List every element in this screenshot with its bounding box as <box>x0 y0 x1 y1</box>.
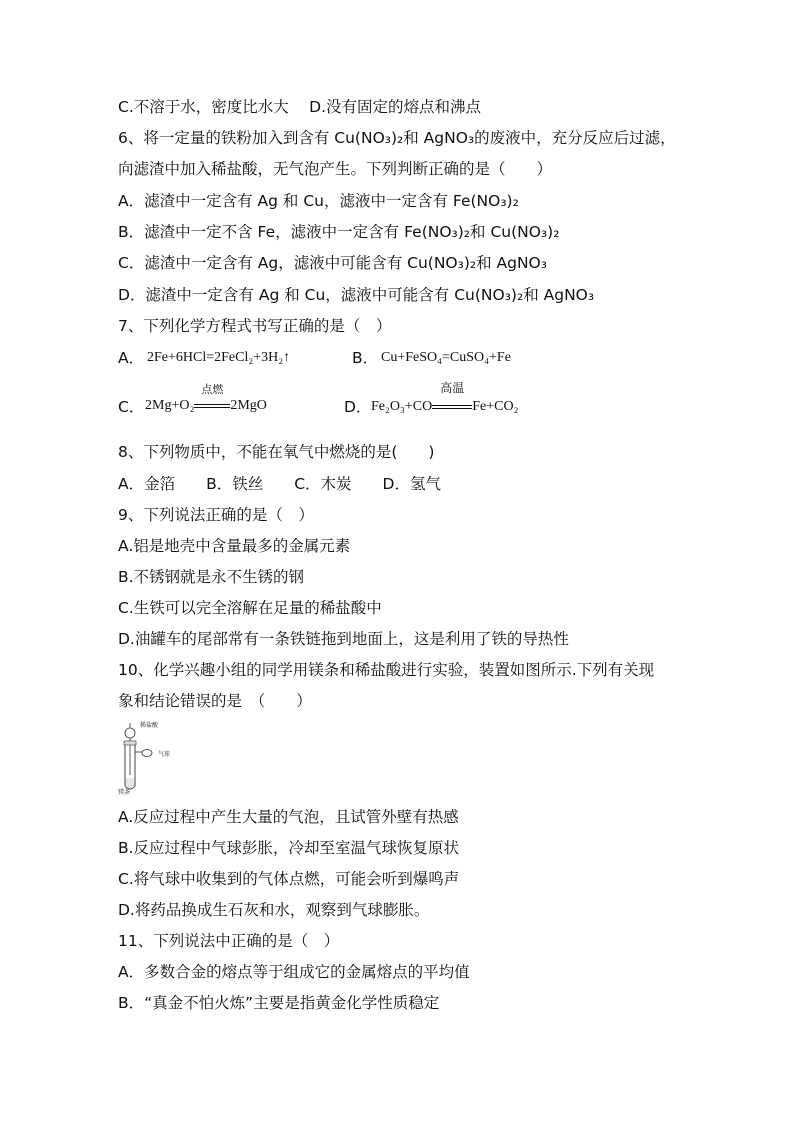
q7-d-condition-text: 高温 <box>440 381 465 395</box>
q6-stem-line1: 6、将一定量的铁粉加入到含有 Cu(NO₃)₂和 AgNO₃的废液中，充分反应后过滤， <box>118 129 676 147</box>
q8-options: A．金箔 B．铁丝 C．木炭 D．氢气 <box>118 475 441 493</box>
q9-stem: 9、下列说法正确的是（ ） <box>118 506 314 524</box>
q9-option-c: C.生铁可以完全溶解在足量的稀盐酸中 <box>118 599 382 617</box>
q7-c-products: 2MgO <box>230 398 267 413</box>
q6-option-b: B．滤渣中一定不含 Fe，滤液中一定含有 Fe(NO₃)₂和 Cu(NO₃)₂ <box>118 223 560 241</box>
q10-stem-line1: 10、化学兴趣小组的同学用镁条和稀盐酸进行实验，装置如图所示.下列有关现 <box>118 661 655 679</box>
funnel-bulb <box>125 728 135 738</box>
q7-d-condition <box>432 381 472 417</box>
label-mg-strip: 镁条 <box>118 789 131 795</box>
q7-c-condition <box>194 383 230 416</box>
q5-options-cd: C.不溶于水，密度比水大 D.没有固定的熔点和沸点 <box>118 98 482 116</box>
label-balloon: 气球 <box>158 751 171 758</box>
q7-option-c-equation <box>145 383 267 416</box>
balloon <box>142 750 152 757</box>
q7-d-double-line <box>432 405 472 409</box>
test-tube-apparatus-figure <box>118 720 188 795</box>
q6-option-c: C．滤渣中一定含有 Ag，滤液中可能含有 Cu(NO₃)₂和 AgNO₃ <box>118 254 547 272</box>
q9-option-a: A.铝是地壳中含量最多的金属元素 <box>118 537 351 555</box>
q7-d-products: Fe+CO₂ <box>472 399 519 414</box>
q11-stem: 11、下列说法中正确的是（ ） <box>118 932 340 950</box>
q6-option-a: A．滤渣中一定含有 Ag 和 Cu，滤液中一定含有 Fe(NO₃)₂ <box>118 192 519 210</box>
q7-option-c-label: C． <box>118 398 145 416</box>
q7-c-double-line <box>194 404 230 408</box>
q10-option-d: D.将药品换成生石灰和水，观察到气球膨胀。 <box>118 901 430 919</box>
q9-option-d: D.油罐车的尾部常有一条铁链拖到地面上，这是利用了铁的导热性 <box>118 630 569 648</box>
q7-option-d-equation <box>371 381 519 417</box>
q7-c-reactants: 2Mg+O₂ <box>145 398 195 413</box>
q7-d-reactants: Fe₂O₃+CO <box>371 399 433 414</box>
q6-stem-line2: 向滤渣中加入稀盐酸，无气泡产生。下列判断正确的是（ ） <box>118 160 553 178</box>
q9-option-b: B.不锈钢就是永不生锈的钢 <box>118 568 305 586</box>
q10-option-c: C.将气球中收集到的气体点燃，可能会听到爆鸣声 <box>118 870 460 888</box>
q8-stem: 8、下列物质中，不能在氧气中燃烧的是( ) <box>118 443 435 461</box>
label-dilute-hcl: 稀盐酸 <box>140 722 159 729</box>
liquid <box>126 778 135 789</box>
q7-option-d-label: D． <box>344 398 372 416</box>
q11-option-b: B．“真金不怕火炼”主要是指黄金化学性质稳定 <box>118 994 440 1012</box>
q6-option-d: D．滤渣中一定含有 Ag 和 Cu，滤液中可能含有 Cu(NO₃)₂和 AgNO₃ <box>118 286 595 304</box>
q10-stem-line2: 象和结论错误的是 （ ） <box>118 692 312 710</box>
q10-option-b: B.反应过程中气球彭胀，冷却至室温气球恢复原状 <box>118 839 460 857</box>
q7-option-b-label: B． <box>352 349 379 367</box>
q7-stem: 7、下列化学方程式书写正确的是（ ） <box>118 317 392 335</box>
q7-option-a-equation: 2Fe+6HCl=2FeCl₂+3H₂↑ <box>147 350 291 365</box>
q10-option-a: A.反应过程中产生大量的气泡，且试管外壁有热感 <box>118 808 459 826</box>
q11-option-a: A．多数合金的熔点等于组成它的金属熔点的平均值 <box>118 963 470 981</box>
q7-option-b-equation: Cu+FeSO₄=CuSO₄+Fe <box>381 350 511 365</box>
q7-c-condition-text: 点燃 <box>201 383 224 396</box>
stopper <box>124 741 136 745</box>
q7-option-a-label: A． <box>118 349 145 367</box>
